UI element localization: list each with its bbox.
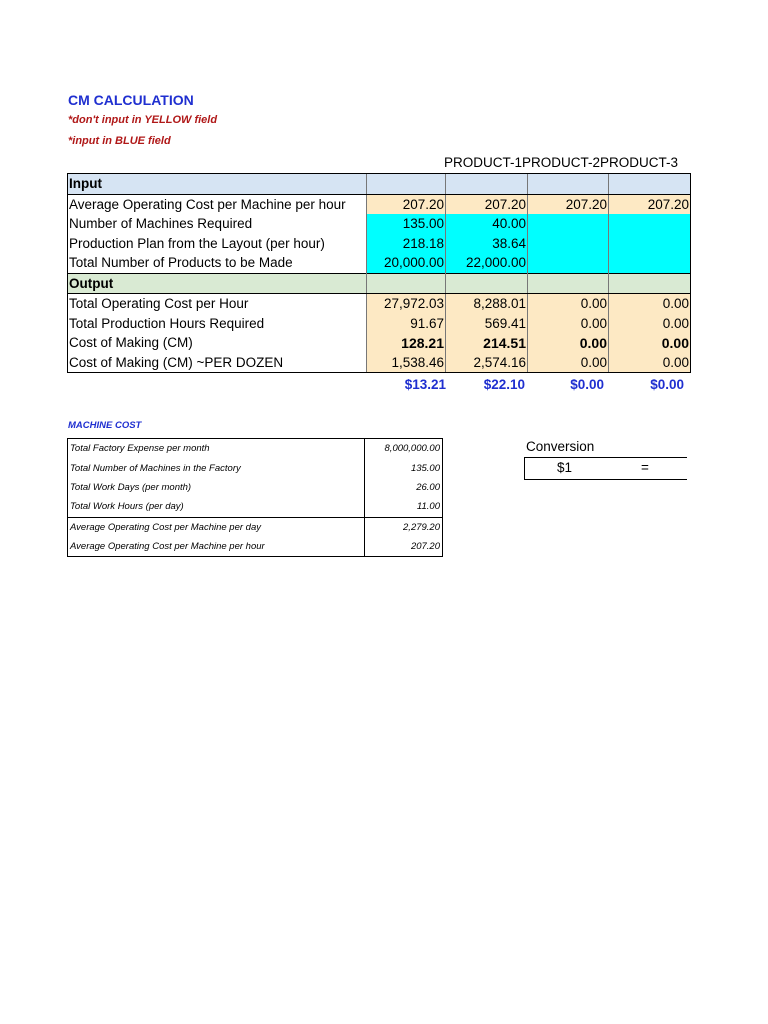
value-cell[interactable]: 0.00 bbox=[528, 314, 609, 334]
conversion-box bbox=[524, 457, 687, 480]
value-cell[interactable]: 0.00 bbox=[528, 353, 609, 373]
value-cell[interactable]: 2,574.16 bbox=[446, 353, 528, 373]
total-product-4[interactable]: $0.00 bbox=[650, 377, 684, 392]
value-cell[interactable]: 0.00 bbox=[528, 333, 609, 353]
value-cell[interactable] bbox=[528, 253, 609, 273]
value-cell[interactable]: 207.20 bbox=[365, 537, 443, 557]
table-row bbox=[68, 194, 691, 214]
table-row bbox=[68, 294, 691, 314]
table-row bbox=[68, 458, 443, 477]
conversion-equals[interactable]: = bbox=[641, 460, 649, 475]
machine-cost-table bbox=[67, 438, 443, 557]
value-cell[interactable]: 218.18 bbox=[367, 234, 446, 254]
total-product-2[interactable]: $22.10 bbox=[483, 377, 525, 392]
cell[interactable] bbox=[367, 174, 446, 195]
product-headers[interactable]: PRODUCT-1PRODUCT-2PRODUCT-3 bbox=[444, 155, 679, 170]
value-cell[interactable]: 207.20 bbox=[609, 194, 691, 214]
table-row bbox=[68, 234, 691, 254]
input-section-row bbox=[68, 174, 691, 195]
value-cell[interactable]: 38.64 bbox=[446, 234, 528, 254]
value-cell[interactable]: 0.00 bbox=[528, 294, 609, 314]
cell[interactable] bbox=[609, 174, 691, 195]
value-cell[interactable]: 207.20 bbox=[446, 194, 528, 214]
row-label[interactable]: Cost of Making (CM) bbox=[68, 333, 367, 353]
value-cell[interactable]: 214.51 bbox=[446, 333, 528, 353]
value-cell[interactable] bbox=[609, 253, 691, 273]
value-cell[interactable]: 20,000.00 bbox=[367, 253, 446, 273]
row-label[interactable]: Average Operating Cost per Machine per hour bbox=[70, 541, 265, 553]
value-cell[interactable]: 26.00 bbox=[365, 478, 443, 497]
cell[interactable] bbox=[446, 273, 528, 294]
output-section-label[interactable]: Output bbox=[68, 273, 367, 294]
cell[interactable] bbox=[446, 174, 528, 195]
table-row bbox=[68, 214, 691, 234]
row-label[interactable]: Production Plan from the Layout (per hour) bbox=[68, 234, 367, 254]
value-cell[interactable]: 0.00 bbox=[609, 314, 691, 334]
value-cell[interactable]: 135.00 bbox=[365, 458, 443, 477]
note-blue-field: *input in BLUE field bbox=[68, 135, 171, 147]
value-cell[interactable] bbox=[528, 234, 609, 254]
value-cell[interactable]: 27,972.03 bbox=[367, 294, 446, 314]
machine-cost-title: MACHINE COST bbox=[68, 420, 142, 431]
table-row bbox=[68, 478, 443, 497]
row-label[interactable]: Total Work Days (per month) bbox=[70, 481, 192, 493]
value-cell[interactable] bbox=[609, 234, 691, 254]
table-row bbox=[68, 517, 443, 537]
row-label[interactable]: Average Operating Cost per Machine per day bbox=[68, 517, 365, 537]
value-cell[interactable]: 8,288.01 bbox=[446, 294, 528, 314]
value-cell[interactable]: 0.00 bbox=[609, 294, 691, 314]
row-label[interactable]: Total Work Hours (per day) bbox=[70, 501, 184, 513]
note-yellow-field: *don't input in YELLOW field bbox=[68, 114, 218, 126]
value-cell[interactable]: 135.00 bbox=[367, 214, 446, 234]
value-cell[interactable]: 8,000,000.00 bbox=[365, 439, 443, 459]
value-cell[interactable] bbox=[609, 214, 691, 234]
table-row bbox=[68, 314, 691, 334]
cell[interactable] bbox=[609, 273, 691, 294]
total-product-3[interactable]: $0.00 bbox=[570, 377, 604, 392]
row-label[interactable]: Number of Machines Required bbox=[68, 214, 367, 234]
row-label[interactable]: Total Number of Machines in the Factory bbox=[70, 462, 241, 474]
value-cell[interactable]: 0.00 bbox=[609, 333, 691, 353]
row-label[interactable]: Total Factory Expense per month bbox=[70, 443, 210, 455]
sheet-title: CM CALCULATION bbox=[68, 92, 194, 108]
value-cell[interactable]: 11.00 bbox=[365, 497, 443, 517]
table-row bbox=[68, 497, 443, 517]
table-row bbox=[68, 439, 443, 459]
cell[interactable] bbox=[528, 273, 609, 294]
row-label[interactable]: Total Operating Cost per Hour bbox=[68, 294, 367, 314]
cell[interactable] bbox=[528, 174, 609, 195]
table-row bbox=[68, 353, 691, 373]
value-cell[interactable]: 569.41 bbox=[446, 314, 528, 334]
output-section-row bbox=[68, 273, 691, 294]
total-product-1[interactable]: $13.21 bbox=[404, 377, 446, 392]
value-cell[interactable]: 91.67 bbox=[367, 314, 446, 334]
cm-table bbox=[67, 173, 691, 373]
table-row bbox=[68, 253, 691, 273]
table-row bbox=[68, 537, 443, 557]
value-cell[interactable]: 207.20 bbox=[528, 194, 609, 214]
row-label[interactable]: Total Number of Products to be Made bbox=[68, 253, 367, 273]
value-cell[interactable]: 40.00 bbox=[446, 214, 528, 234]
input-section-label[interactable]: Input bbox=[68, 174, 367, 195]
value-cell[interactable]: 128.21 bbox=[367, 333, 446, 353]
row-label[interactable]: Average Operating Cost per Machine per hour bbox=[68, 194, 367, 214]
value-cell[interactable] bbox=[528, 214, 609, 234]
value-cell[interactable]: 1,538.46 bbox=[367, 353, 446, 373]
value-cell[interactable]: 2,279.20 bbox=[365, 517, 443, 537]
value-cell[interactable]: 22,000.00 bbox=[446, 253, 528, 273]
value-cell[interactable]: 0.00 bbox=[609, 353, 691, 373]
value-cell[interactable]: 207.20 bbox=[367, 194, 446, 214]
row-label[interactable]: Cost of Making (CM) ~PER DOZEN bbox=[68, 353, 367, 373]
table-row bbox=[68, 333, 691, 353]
row-label[interactable]: Total Production Hours Required bbox=[68, 314, 367, 334]
conversion-label[interactable]: Conversion bbox=[526, 439, 595, 454]
conversion-amount[interactable]: $1 bbox=[557, 460, 573, 475]
cell[interactable] bbox=[367, 273, 446, 294]
